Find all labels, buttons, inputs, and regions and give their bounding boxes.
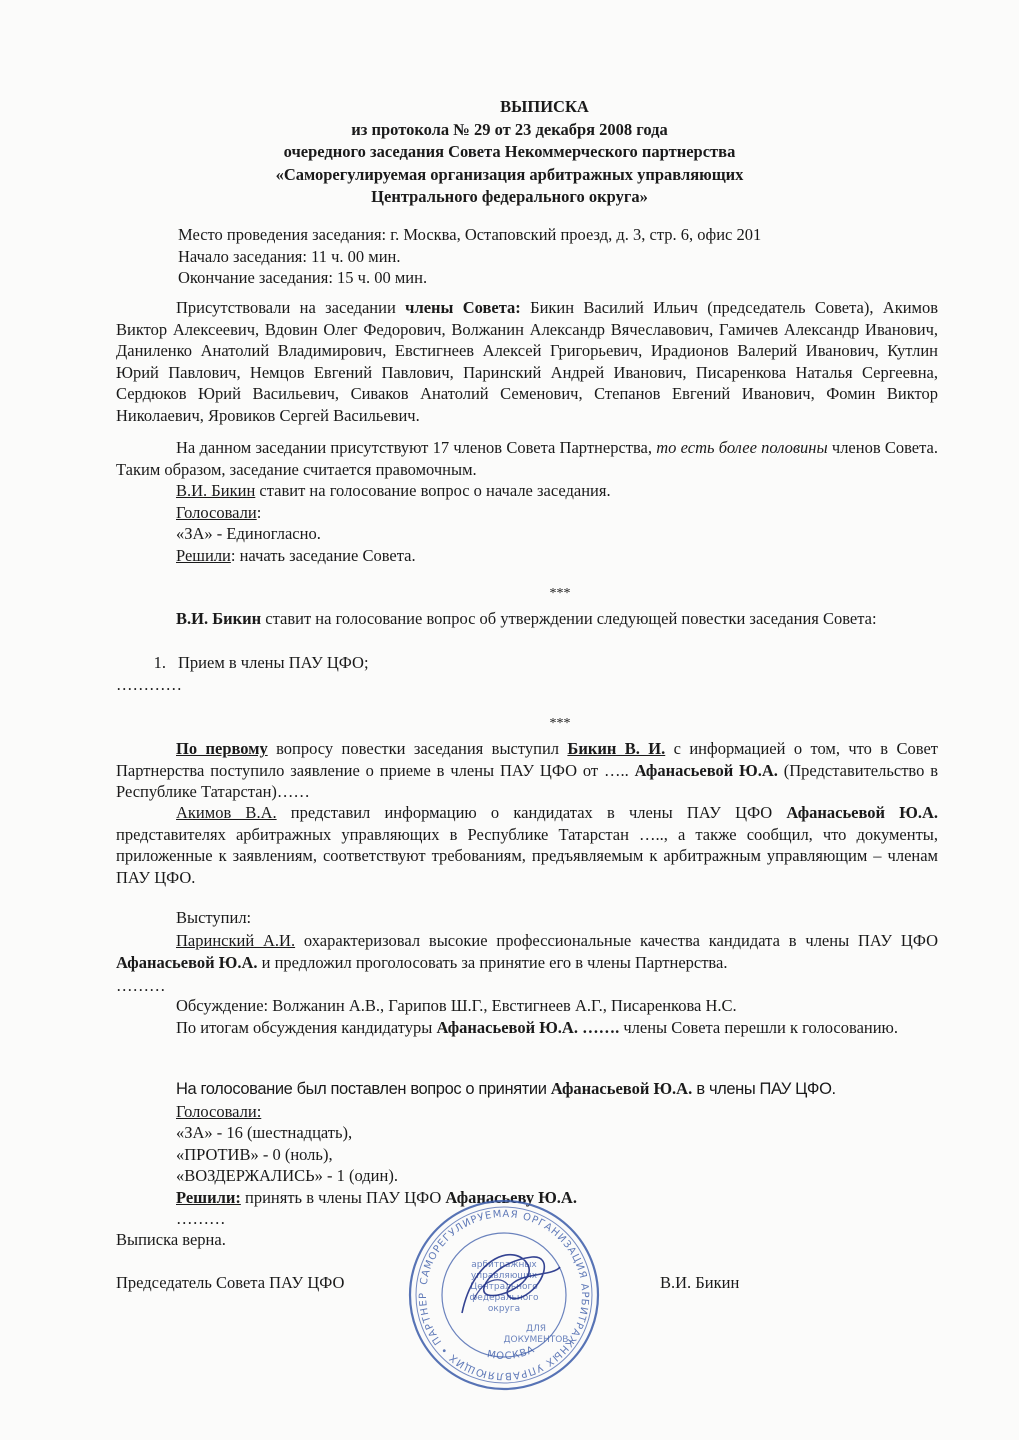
first-question-label: По первому (176, 739, 268, 758)
vote2-voted-label: Голосовали: (176, 1101, 262, 1121)
speech-label: Выступил: (176, 908, 252, 927)
first-question-text2: с информацией о том, что в Совет Партнерства поступило заявление о приеме в члены ПАУ ЦФО от ….. (116, 739, 938, 780)
speech-ellipsis: ……… (116, 976, 166, 995)
vote1-voted-colon: : (256, 502, 262, 522)
vote1-decided-label: Решили (176, 545, 231, 565)
certified-text: Выписка верна. (116, 1230, 226, 1249)
heading-line-meeting: очередного заседания Совета Некоммерческого партнерства (283, 142, 736, 161)
quorum-text2: членов Совета. Таким образом, заседание считается правомочным. (116, 438, 938, 479)
vote2-abstained: «ВОЗДЕРЖАЛИСЬ» - 1 (один). (176, 1166, 398, 1185)
discussion-result-text2: члены Совета перешли к голосованию. (619, 1018, 899, 1037)
akimov-text1: представил информацию о кандидатах в члены ПАУ ЦФО (276, 803, 787, 822)
vote1-voted-label: Голосовали (176, 502, 257, 522)
quorum-paragraph (116, 437, 938, 480)
stamp-center-line-3: Центрального (470, 1282, 538, 1292)
vote2-question (176, 1078, 998, 1101)
attendance-names: Бикин Василий Ильич (председатель Совета), Акимов Виктор Алексеевич, Вдовин Олег Федорович, Волжанин Александр Вячеславович, Гамичев Александр Иванович, Даниленко Анатолий Владимирович, Евстигнеев Алексей Григорьевич, Ирадионов Валерий Иванович, Кутлин Юрий Павлович, Немцов Евгений Павлович, Паринский Андрей Иванович, Писаренкова Наталья Сергеевна, Сердюков Юрий Васильевич, Сиваков Анатолий Семенович, Степанов Евгений Иванович, Фомин Виктор Николаевич, Яровиков Сергей Васильевич. (116, 298, 939, 425)
document-heading (0, 96, 1019, 209)
vote2-question-text1: На голосование был поставлен вопрос о принятии (176, 1080, 551, 1098)
stamp-bottom-text: МОСКВА (486, 1344, 537, 1363)
vote2-decided-name: Афанасьеву Ю.А. (445, 1187, 577, 1207)
separator-1: *** (549, 586, 571, 601)
akimov-paragraph (116, 802, 938, 888)
vote2-question-text2: в члены ПАУ ЦФО. (692, 1080, 836, 1098)
vote1-voted (176, 502, 998, 524)
vote2-ellipsis: ……… (176, 1209, 226, 1228)
signer-name: В.И. Бикин (660, 1273, 740, 1292)
agenda-speaker: В.И. Бикин (176, 609, 262, 628)
first-question-text3: (Представительство в Республике Татарстан)…… (116, 760, 939, 801)
agenda-item-text: Прием в члены ПАУ ЦФО; (178, 653, 369, 672)
stamp-outer-text: САМОРЕГУЛИРУЕМАЯ ОРГАНИЗАЦИЯ АРБИТРАЖНЫХ УПРАВЛЯЮЩИХ • ПАРТНЕР (417, 1208, 591, 1382)
attendance-paragraph (116, 297, 938, 426)
akimov-candidate: Афанасьевой Ю.А. (786, 803, 938, 822)
vote2-candidate: Афанасьевой Ю.А. (550, 1079, 693, 1098)
vote1-decided-text: : начать заседание Совета. (230, 545, 416, 565)
stamp-svg (404, 1195, 604, 1395)
meeting-start: Начало заседания: 11 ч. 00 мин. (178, 246, 401, 266)
akimov-name: Акимов В.А. (176, 803, 277, 822)
stamp-center-line-5: округа (487, 1304, 521, 1314)
quorum-text: На данном заседании присутствуют 17 членов Совета Партнерства, (176, 438, 653, 457)
vote1-decision (176, 545, 998, 567)
discussion-result-text1: По итогам обсуждения кандидатуры (176, 1018, 437, 1037)
heading-line-organization: «Саморегулируемая организация арбитражных управляющих (275, 164, 744, 184)
speech-paragraph (116, 930, 938, 973)
discussion-result (116, 1017, 938, 1039)
first-question-text1: вопросу повестки заседания выступил (267, 739, 568, 758)
vote1-result: «ЗА» - Единогласно. (176, 524, 321, 543)
stamp-center-line-4: федерального (469, 1293, 539, 1303)
agenda-text: ставит на голосование вопрос об утверждении следующей повестки заседания Совета: (261, 609, 877, 628)
stamp-docs-line-2: ДОКУМЕНТОВ (503, 1335, 569, 1345)
speech-text1: охарактеризовал высокие профессиональные качества кандидата в члены ПАУ ЦФО (295, 931, 938, 950)
meeting-place: Место проведения заседания: г. Москва, Остаповский проезд, д. 3, стр. 6, офис 201 (178, 225, 762, 244)
separator-2: *** (549, 716, 571, 731)
first-question-speaker: Бикин В. И. (567, 739, 666, 758)
speech-name: Паринский А.И. (176, 931, 296, 950)
meeting-end: Окончание заседания: 15 ч. 00 мин. (178, 268, 428, 287)
vote1-block (116, 480, 998, 566)
discussion-candidate: Афанасьевой Ю.А. ……. (436, 1018, 620, 1037)
agenda-ellipsis: ………… (116, 674, 182, 694)
speech-candidate: Афанасьевой Ю.А. (116, 952, 258, 972)
vote1-question (176, 480, 998, 502)
meeting-info (178, 224, 958, 289)
document-title: ВЫПИСКА (500, 97, 589, 116)
akimov-text2: представителях арбитражных управляющих в Республике Татарстан ….., а также сообщил, что документы, приложенные к заявлениям, соответствуют требованиям, предъявляемым к арбитражным управляющим – членам ПАУ ЦФО. (116, 824, 938, 887)
quorum-italic: то есть более половины (656, 438, 828, 457)
organization-stamp (404, 1195, 604, 1395)
stamp-center-line-1: арбитражных (471, 1260, 537, 1270)
stamp-docs-line-1: ДЛЯ (525, 1324, 547, 1334)
first-question-paragraph (116, 738, 938, 803)
heading-line-protocol: из протокола № 29 от 23 декабря 2008 года (351, 119, 668, 139)
agenda-list (116, 652, 938, 695)
agenda-paragraph (116, 608, 938, 630)
vote2-against: «ПРОТИВ» - 0 (ноль), (176, 1144, 333, 1164)
signer-position: Председатель Совета ПАУ ЦФО (116, 1273, 345, 1292)
vote2-for: «ЗА» - 16 (шестнадцать), (176, 1123, 353, 1142)
attendance-lead-bold: члены Совета: (405, 298, 521, 317)
agenda-item (116, 652, 938, 674)
stamp-center-line-2: управляющих (470, 1271, 538, 1281)
first-question-candidate: Афанасьевой Ю.А. (634, 760, 778, 780)
vote2-decided-text: принять в члены ПАУ ЦФО (240, 1187, 446, 1207)
attendance-lead: Присутствовали на заседании (176, 298, 396, 317)
vote2-decided-label: Решили: (176, 1187, 241, 1207)
heading-line-district: Центрального федерального округа» (371, 187, 648, 206)
speech-text2: и предложил проголосовать за принятие его в члены Партнерства. (257, 952, 728, 972)
vote1-speaker: В.И. Бикин (176, 481, 256, 500)
vote1-question-text: ставит на голосование вопрос о начале заседания. (255, 481, 611, 500)
discussion-participants: Обсуждение: Волжанин А.В., Гарипов Ш.Г., Евстигнеев А.Г., Писаренкова Н.С. (176, 996, 737, 1015)
agenda-item-number: 1. (153, 653, 166, 672)
